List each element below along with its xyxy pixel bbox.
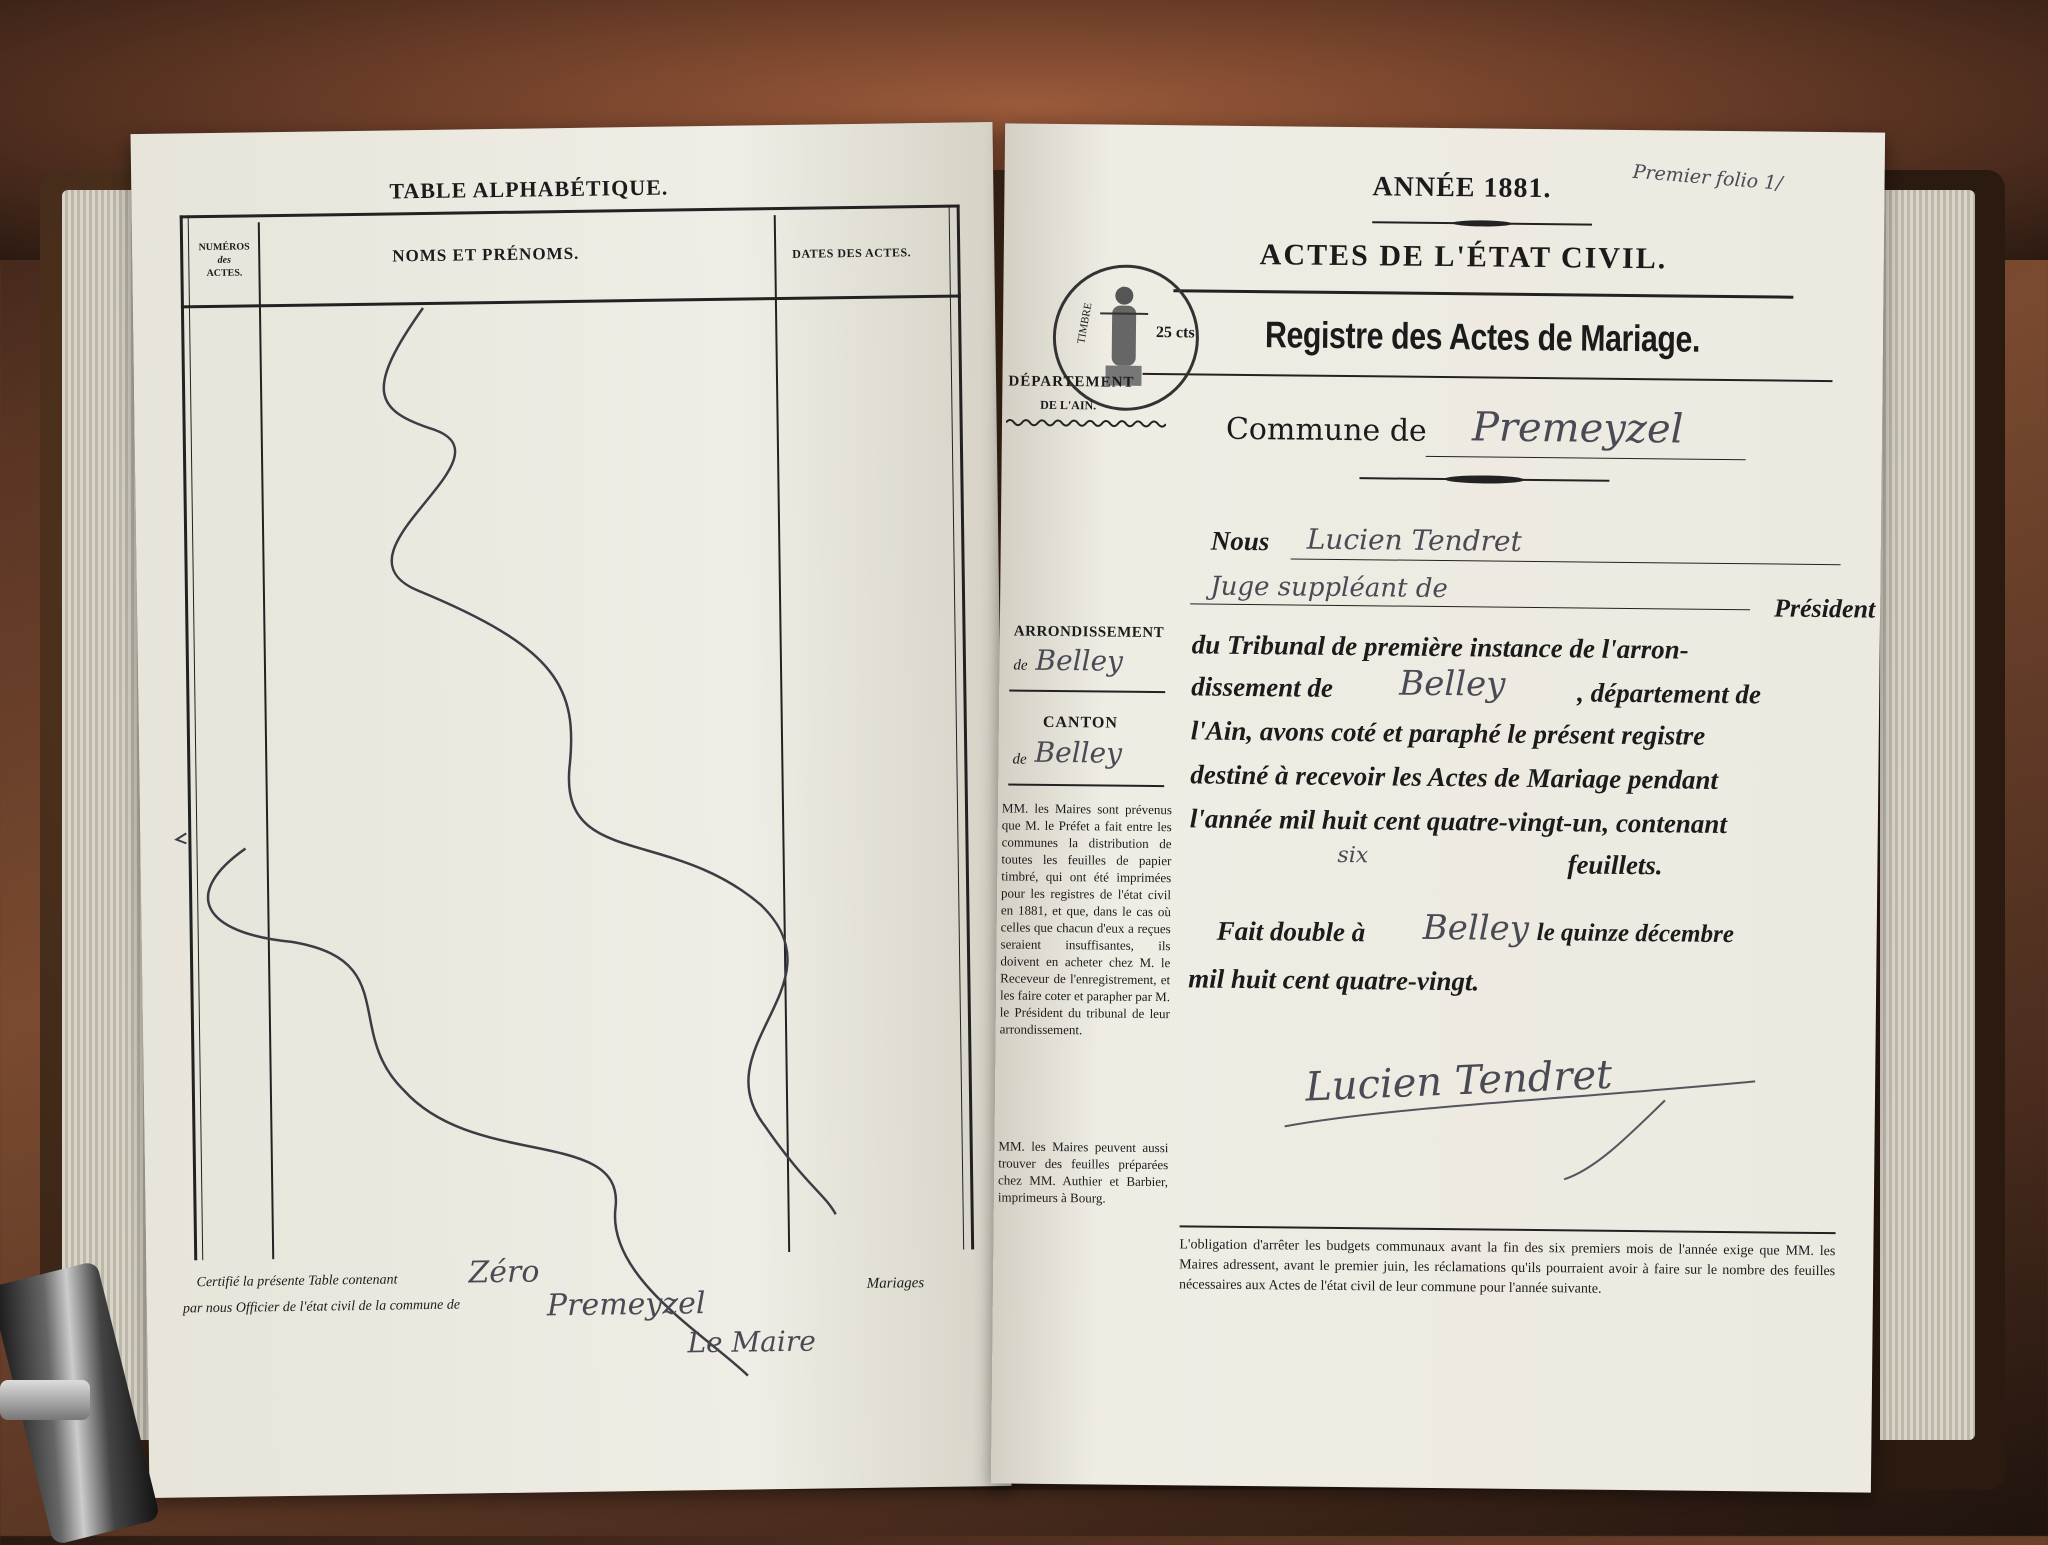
- canton-rule: [1008, 783, 1164, 787]
- role-underline: [1190, 603, 1750, 610]
- body-line-2: du Tribunal de première instance de l'arron-: [1191, 629, 1689, 665]
- heading-rule: [1173, 289, 1793, 298]
- role-handwritten: Juge suppléant de: [1210, 571, 1448, 605]
- right-page: [991, 123, 1885, 1492]
- stamp-side-text: TIMBRE: [1075, 301, 1095, 345]
- body-line-6: l'année mil huit cent quatre-vingt-un, contenant: [1189, 803, 1728, 840]
- department-rule: [1006, 417, 1166, 429]
- body-line-3a: dissement de: [1191, 671, 1334, 703]
- col-header-dates: DATES DES ACTES.: [792, 245, 912, 261]
- line-president: Président: [1773, 593, 1876, 624]
- fait-year: mil huit cent quatre-vingt.: [1188, 963, 1480, 997]
- body-line-3-handwritten: Belley: [1399, 663, 1506, 705]
- subheading-rule: [1143, 373, 1833, 382]
- arrondissement-label: ARRONDISSEMENT: [1013, 623, 1165, 642]
- left-page: [131, 122, 1012, 1498]
- fait-handwritten: Belley: [1422, 907, 1530, 949]
- arrondissement-rule: [1009, 690, 1165, 694]
- body-line-4: l'Ain, avons coté et paraphé le présent registre: [1190, 715, 1706, 751]
- count-handwritten: six: [1337, 842, 1369, 869]
- body-line-3b: , département de: [1577, 677, 1762, 710]
- right-page-edges: [1880, 190, 1975, 1440]
- footer-certify: Certifié la présente Table contenant: [196, 1272, 398, 1291]
- left-page-title: TABLE ALPHABÉTIQUE.: [389, 174, 669, 204]
- stamp-value: 25 cts: [1155, 324, 1195, 342]
- ornament-rule-2: [1359, 471, 1609, 488]
- canton-prefix: de: [1012, 751, 1027, 768]
- department-label: DÉPARTEMENT: [1008, 373, 1135, 391]
- commune-handwritten: Premeyzel: [1471, 404, 1684, 453]
- footer-commune-handwritten: Premeyzel: [546, 1286, 706, 1324]
- sidebar-note-2: MM. les Maires peuvent aussi trouver des feuilles préparées chez MM. Authier et Barbier, imprimeurs à Bourg.: [997, 1138, 1169, 1206]
- arrondissement-prefix: de: [1013, 657, 1028, 674]
- body-line-7: feuillets.: [1567, 849, 1663, 881]
- col-header-names: NOMS ET PRÉNOMS.: [392, 243, 580, 266]
- signature-flourish: [1264, 1036, 1786, 1191]
- commune-label: Commune de: [1225, 411, 1427, 449]
- margin-note-handwritten: Premier folio 1/: [1631, 160, 1784, 195]
- col-num-line1: NUMÉROS: [198, 241, 250, 254]
- year-heading: ANNÉE 1881.: [1372, 171, 1552, 205]
- sidebar-note-1: MM. les Maires sont prévenus que M. le Préfet a fait entre les communes la distribution de toutes les feuilles de papier timbré, qui ont été imprimées pour les registres de l'état civil en 1881, et que, dans le cas où celles que chacun d'eux a reçues seraient insuffisantes, ils doivent en acheter chez M. le Receveur de l'enregistrement, et les faire coter et parapher par M. le Président du tribunal de leur arrondissement.: [999, 800, 1173, 1038]
- department-value: DE L'AIN.: [1040, 397, 1097, 413]
- footnote-rule: [1180, 1225, 1836, 1234]
- acts-heading: ACTES DE L'ÉTAT CIVIL.: [1259, 238, 1668, 276]
- signature-handwritten: Lucien Tendret: [1304, 1051, 1614, 1111]
- canton-handwritten: Belley: [1034, 735, 1123, 770]
- nous-underline: [1291, 558, 1841, 565]
- footer-count-handwritten: Zéro: [468, 1254, 540, 1291]
- body-line-5: destiné à recevoir les Actes de Mariage pendant: [1190, 759, 1719, 795]
- binder-hinge: [0, 1380, 90, 1420]
- arrondissement-handwritten: Belley: [1035, 643, 1124, 678]
- ornament-rule-1: [1372, 215, 1592, 231]
- footer-signature-handwritten: Le Maire: [687, 1324, 817, 1360]
- col-num-line3: ACTES.: [206, 267, 243, 280]
- footnote: L'obligation d'arrêter les budgets communaux avant la fin des six premiers mois de l'année exige que MM. les Maires adressent, avant le premier juin, les réclamations qu'ils pourraient avoir à faire sur le nombre des feuilles nécessaires aux Actes de l'état civil de leur commune pour l'année suivante.: [1178, 1237, 1836, 1297]
- footer-by: par nous Officier de l'état civil de la commune de: [182, 1297, 461, 1317]
- canton-label: CANTON: [1042, 713, 1119, 732]
- commune-underline: [1426, 456, 1746, 460]
- footer-kind: Mariages: [866, 1275, 925, 1292]
- nous-label: Nous: [1210, 525, 1270, 557]
- register-subheading: Registre des Actes de Mariage.: [1264, 314, 1701, 360]
- nous-handwritten: Lucien Tendret: [1306, 522, 1522, 558]
- fait-date: le quinze décembre: [1536, 919, 1735, 949]
- col-num-line2: des: [217, 254, 232, 266]
- fait-a: Fait double à: [1216, 915, 1366, 948]
